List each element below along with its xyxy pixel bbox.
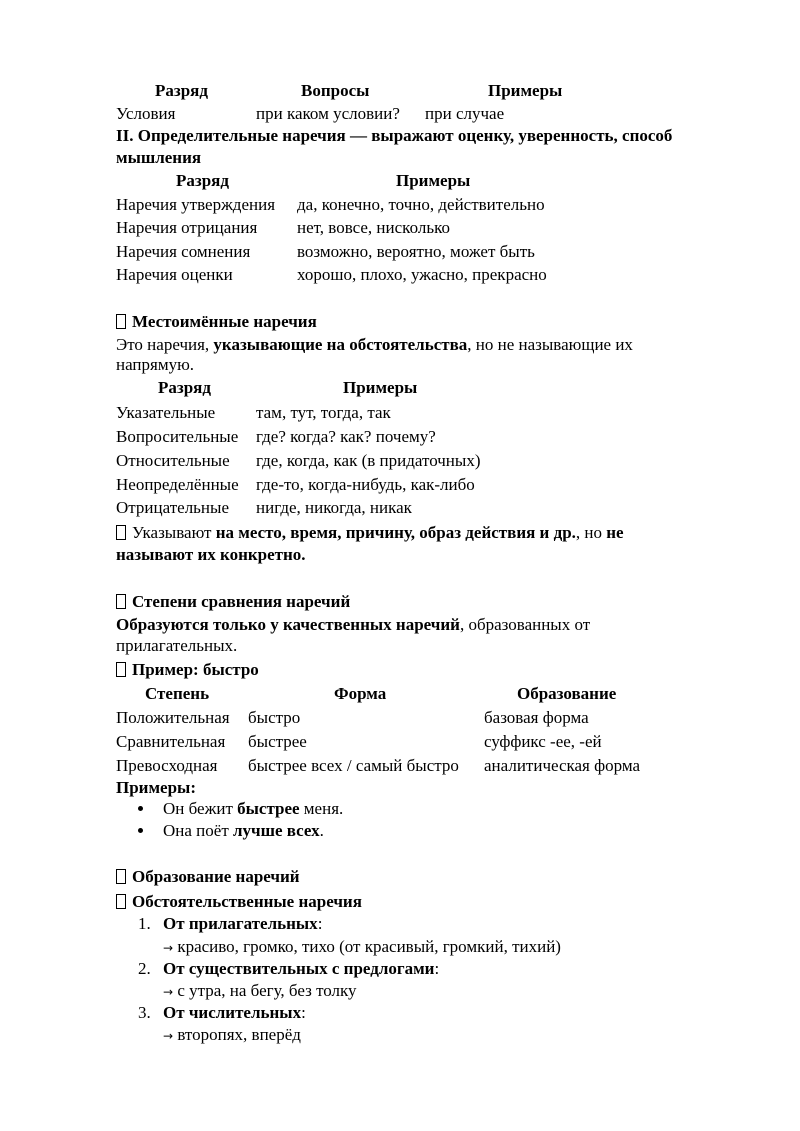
list-item-text: Он бежит быстрее меня. bbox=[163, 799, 344, 818]
table-cell: Наречия оценки bbox=[116, 265, 233, 284]
table-cell: да, конечно, точно, действительно bbox=[297, 195, 545, 214]
bullet-icon bbox=[138, 828, 143, 833]
table-cell: Неопределённые bbox=[116, 475, 239, 494]
table-cell: быстро bbox=[248, 708, 301, 727]
formation-heading: Образование наречий bbox=[116, 868, 300, 885]
example-heading: Пример: быстро bbox=[116, 661, 259, 678]
missing-glyph-icon bbox=[116, 894, 126, 909]
table-cell: там, тут, тогда, так bbox=[256, 403, 391, 422]
degrees-intro: Образуются только у качественных наречий, образованных от bbox=[116, 615, 591, 634]
degrees-intro-line2: прилагательных. bbox=[116, 636, 238, 655]
list-item-example: → с утра, на бегу, без толку bbox=[163, 981, 357, 1000]
table-cell: Превосходная bbox=[116, 756, 218, 775]
examples-label: Примеры: bbox=[116, 778, 196, 797]
pronominal-intro-line2: напрямую. bbox=[116, 355, 195, 374]
table-cell: суффикс -ее, -ей bbox=[484, 732, 602, 751]
pronominal-heading: Местоимённые наречия bbox=[116, 313, 317, 330]
definitive-heading: II. Определительные наречия — выражают оценку, уверенность, способ bbox=[116, 126, 673, 145]
table-cell: где-то, когда-нибудь, как-либо bbox=[256, 475, 475, 494]
table-cell: Отрицательные bbox=[116, 498, 229, 517]
pronominal-note: Указывают на место, время, причину, образ действия и др., но не bbox=[116, 524, 624, 541]
table-cell: хорошо, плохо, ужасно, прекрасно bbox=[297, 265, 547, 284]
th-degree: Степень bbox=[145, 684, 210, 703]
missing-glyph-icon bbox=[116, 594, 126, 609]
table-cell: Сравнительная bbox=[116, 732, 226, 751]
table-cell: где? когда? как? почему? bbox=[256, 427, 436, 446]
table-cell: Наречия отрицания bbox=[116, 218, 258, 237]
definitive-heading-line2: мышления bbox=[116, 148, 202, 167]
table-cell: Вопросительные bbox=[116, 427, 239, 446]
degrees-heading: Степени сравнения наречий bbox=[116, 593, 350, 610]
missing-glyph-icon bbox=[116, 314, 126, 329]
arrow-right-icon: → bbox=[163, 941, 174, 955]
th-examples: Примеры bbox=[488, 81, 563, 100]
th-formation: Образование bbox=[517, 684, 617, 703]
arrow-right-icon: → bbox=[163, 1029, 174, 1043]
row-conditions-example: при случае bbox=[425, 104, 505, 123]
missing-glyph-icon bbox=[116, 662, 126, 677]
list-item-label: От прилагательных: bbox=[163, 914, 323, 933]
list-number: 3. bbox=[138, 1003, 151, 1022]
table-cell: нигде, никогда, никак bbox=[256, 498, 412, 517]
list-item-example: → второпях, вперёд bbox=[163, 1025, 301, 1044]
table-cell: Относительные bbox=[116, 451, 230, 470]
arrow-right-icon: → bbox=[163, 985, 174, 999]
row-conditions-rank: Условия bbox=[116, 104, 176, 123]
formation-subheading: Обстоятельственные наречия bbox=[116, 893, 362, 910]
list-item-label: От существительных с предлогами: bbox=[163, 959, 440, 978]
table-cell: Наречия утверждения bbox=[116, 195, 276, 214]
th-rank: Разряд bbox=[155, 81, 208, 100]
list-item bbox=[138, 800, 143, 817]
row-conditions-question: при каком условии? bbox=[256, 104, 400, 123]
table-cell: возможно, вероятно, может быть bbox=[297, 242, 535, 261]
missing-glyph-icon bbox=[116, 525, 126, 540]
th-rank: Разряд bbox=[158, 378, 211, 397]
table-cell: нет, вовсе, нисколько bbox=[297, 218, 450, 237]
table-cell: быстрее bbox=[248, 732, 307, 751]
bullet-icon bbox=[138, 806, 143, 811]
th-form: Форма bbox=[334, 684, 387, 703]
table-cell: быстрее всех / самый быстро bbox=[248, 756, 459, 775]
list-item-example: → красиво, громко, тихо (от красивый, громкий, тихий) bbox=[163, 937, 561, 956]
list-item bbox=[138, 822, 143, 839]
list-item-label: От числительных: bbox=[163, 1003, 306, 1022]
table-cell: Положительная bbox=[116, 708, 230, 727]
table-cell: где, когда, как (в придаточных) bbox=[256, 451, 481, 470]
pronominal-intro: Это наречия, указывающие на обстоятельства, но не называющие их bbox=[116, 335, 633, 354]
th-questions: Вопросы bbox=[301, 81, 370, 100]
list-number: 1. bbox=[138, 914, 151, 933]
th-examples: Примеры bbox=[343, 378, 418, 397]
table-cell: Наречия сомнения bbox=[116, 242, 251, 261]
th-examples: Примеры bbox=[396, 171, 471, 190]
table-cell: базовая форма bbox=[484, 708, 589, 727]
missing-glyph-icon bbox=[116, 869, 126, 884]
list-item-text: Она поёт лучше всех. bbox=[163, 821, 324, 840]
table-cell: Указательные bbox=[116, 403, 216, 422]
list-number: 2. bbox=[138, 959, 151, 978]
pronominal-note-line2: называют их конкретно. bbox=[116, 545, 306, 564]
table-cell: аналитическая форма bbox=[484, 756, 641, 775]
th-rank: Разряд bbox=[176, 171, 229, 190]
